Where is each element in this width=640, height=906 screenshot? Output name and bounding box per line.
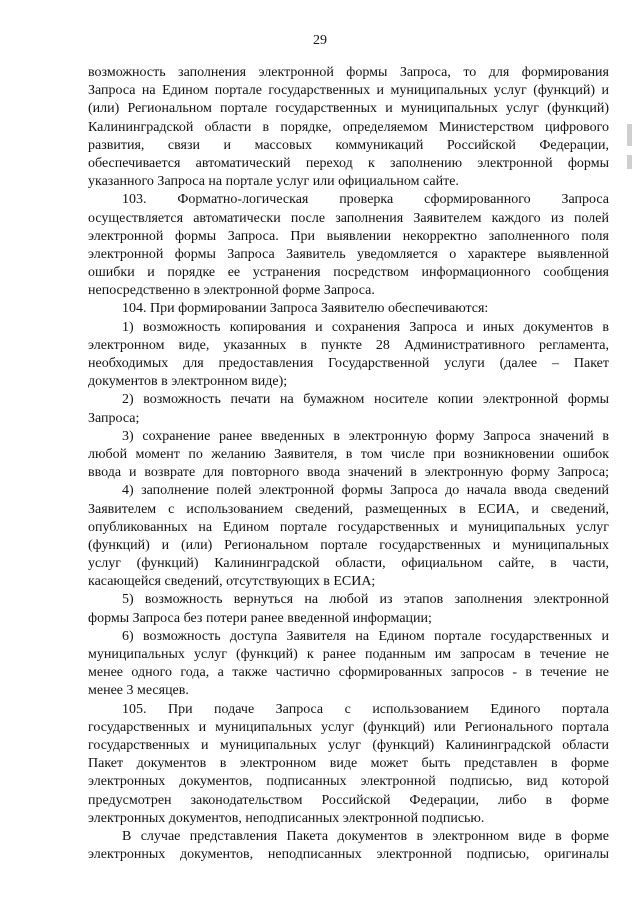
text-line: (или) Региональном портале государственных и муниципальных услуг (функций) bbox=[88, 101, 609, 117]
text-line: электронных документов, неподписанных электронной подписью. bbox=[88, 810, 485, 826]
text-line: 2) возможность печати на бумажном носителе копии электронной формы bbox=[122, 392, 609, 408]
text-line: осуществляется автоматически после заполнения Заявителем каждого из полей bbox=[88, 210, 609, 226]
text-line: ввода и возврате для повторного ввода значений в электронную форму Запроса; bbox=[88, 465, 609, 481]
text-line: 3) сохранение ранее введенных в электронную форму Запроса значений в bbox=[122, 428, 609, 444]
text-line: 4) заполнение полей электронной формы Запроса до начала ввода сведений bbox=[122, 483, 609, 499]
text-line: (функций) и (или) Региональном портале государственных и муниципальных bbox=[88, 537, 609, 553]
text-line: муниципальных услуг (функций) к ранее поданным им запросам в течение не bbox=[88, 647, 609, 662]
text-line: 6) возможность доступа Заявителя на Едином портале государственных и bbox=[122, 628, 609, 644]
text-line: 5) возможность вернуться на любой из этапов заполнения электронной bbox=[122, 592, 609, 608]
text-line: формы Запроса без потери ранее введенной информации; bbox=[88, 610, 432, 626]
text-line: электронной формы Запроса. При выявлении некорректно заполненного поля bbox=[88, 228, 609, 244]
text-line: опубликованных на Едином портале государственных и муниципальных услуг bbox=[88, 519, 609, 535]
text-line: любой момент по желанию Заявителя, в том числе при возникновении ошибок bbox=[88, 446, 609, 462]
text-line: Калининградской области в порядке, определяемом Министерством цифрового bbox=[88, 119, 609, 135]
page-number: 29 bbox=[313, 33, 327, 48]
text-line: электронной формы Запроса Заявитель уведомляется о характере выявленной bbox=[88, 246, 609, 262]
text-line: государственных и муниципальных услуг (функций) или Регионального портала bbox=[88, 719, 609, 735]
text-line: 1) возможность копирования и сохранения Запроса и иных документов в bbox=[122, 319, 609, 335]
text-line: указанного Запроса на портале услуг или официальном сайте. bbox=[88, 174, 459, 190]
text-line: менее 3 месяцев. bbox=[88, 683, 189, 699]
text-line: непосредственно в электронной форме Запроса. bbox=[88, 283, 375, 299]
text-line: услуг (функций) Калининградской области, официальном сайте, в части, bbox=[88, 556, 609, 572]
text-line: необходимых для предоставления Государственной услуги (далее – Пакет bbox=[88, 356, 609, 371]
text-line: развития, связи и массовых коммуникаций Российской Федерации, bbox=[88, 137, 609, 153]
text-line: государственных и муниципальных услуг (функций) Калининградской области bbox=[88, 737, 609, 753]
text-line: касающейся сведений, отсутствующих в ЕСИА; bbox=[88, 574, 376, 590]
page-edge-mark bbox=[627, 155, 632, 169]
text-line: 103. Форматно-логическая проверка сформированного Запроса bbox=[122, 192, 609, 208]
text-line: Запроса на Едином портале государственных и муниципальных услуг (функций) и bbox=[88, 83, 609, 99]
text-line: электронных документов, подписанных электронной подписью, вид которой bbox=[88, 774, 609, 790]
text-line: документов в электронном виде); bbox=[88, 374, 288, 390]
text-line: Пакет документов в электронном виде может быть представлен в форме bbox=[88, 756, 609, 772]
text-line: В случае представления Пакета документов в электронном виде в форме bbox=[122, 828, 609, 844]
text-line: ошибки и порядке ее устранения посредством информационного сообщения bbox=[88, 265, 609, 281]
text-line: обеспечивается автоматический переход к заполнению электронной формы bbox=[88, 155, 609, 171]
text-line: Заявителем с использованием сведений, размещенных в ЕСИА, и сведений, bbox=[88, 501, 609, 517]
text-line: 105. При подаче Запроса с использованием Единого портала bbox=[122, 701, 609, 717]
text-line: Запроса; bbox=[88, 410, 140, 426]
text-line: предусмотрен законодательством Российской Федерации, либо в форме bbox=[88, 792, 609, 808]
document-body bbox=[88, 64, 609, 864]
text-line: возможность заполнения электронной формы Запроса, то для формирования bbox=[88, 65, 609, 80]
page-edge-mark bbox=[627, 124, 632, 146]
text-line: 104. При формировании Запроса Заявителю обеспечиваются: bbox=[122, 301, 489, 317]
text-line: электронном виде, указанных в пункте 28 Административного регламента, bbox=[88, 337, 609, 353]
text-line: электронных документов, неподписанных электронной подписью, оригиналы bbox=[88, 847, 609, 863]
text-line: менее одного года, а также частично сформированных запросов - в течение не bbox=[88, 665, 609, 681]
